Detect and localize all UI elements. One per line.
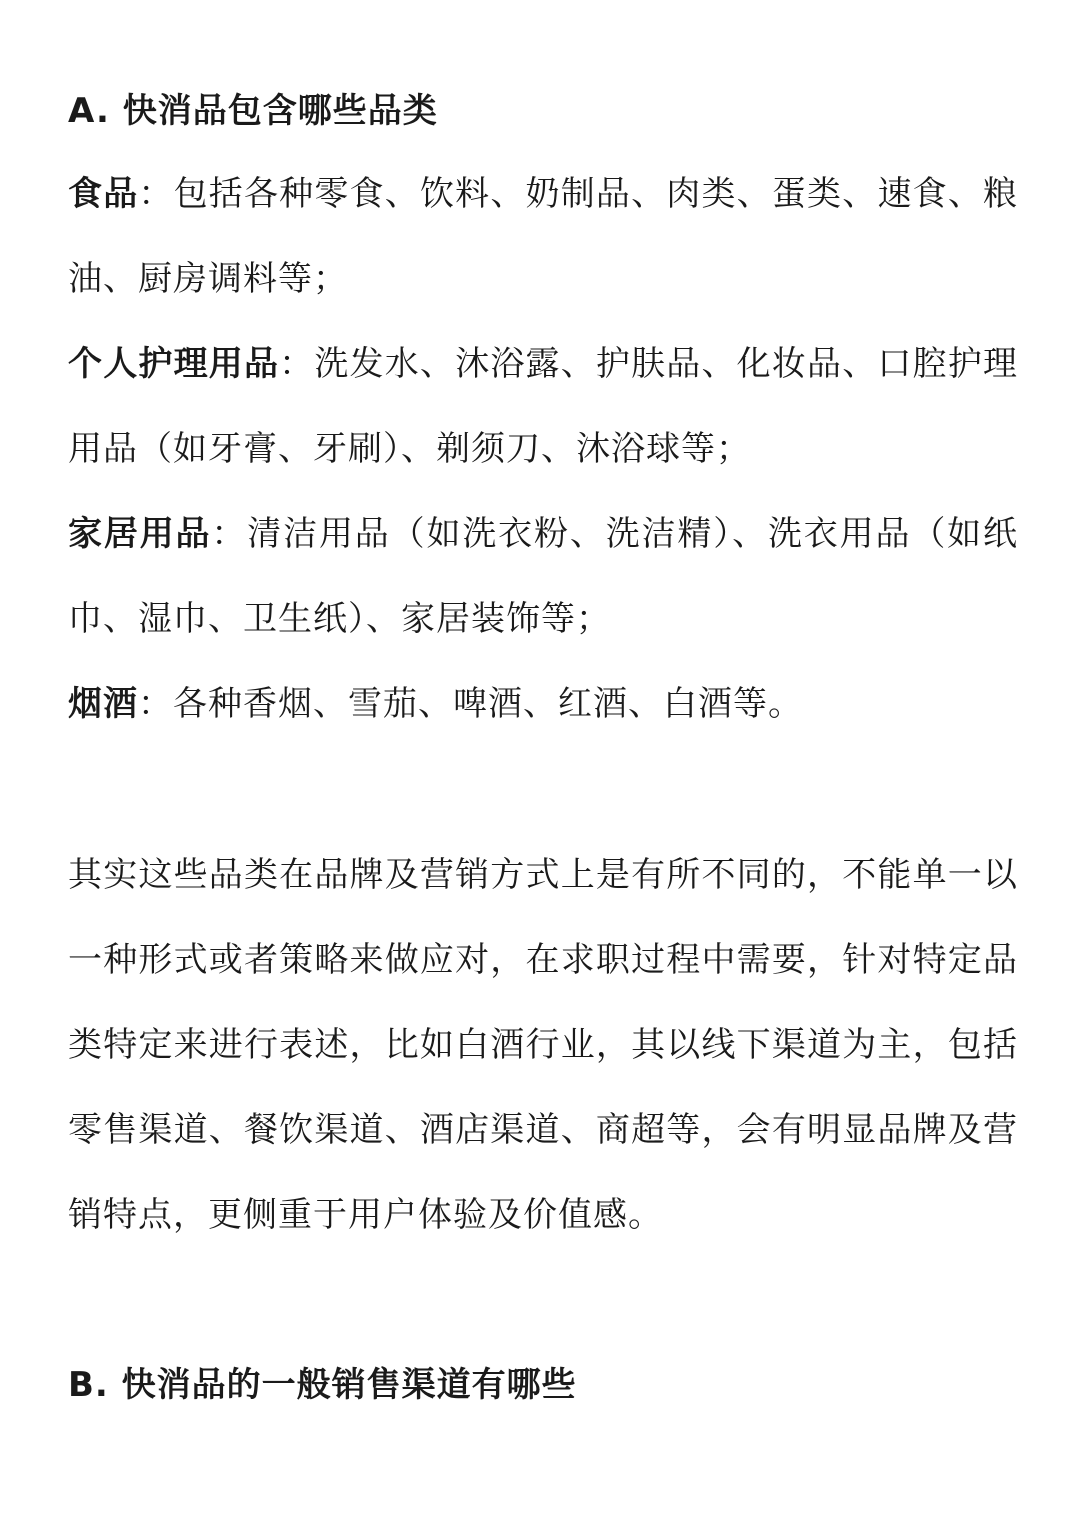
- category-tobacco-alcohol: [68, 662, 1018, 747]
- summary-paragraph: 其实这些品类在品牌及营销方式上是有所不同的，不能单一以一种形式或者策略来做应对，在求职过程中需要，针对特定品类特定来进行表述，比如白酒行业，其以线下渠道为主，包括零售渠道、餐饮渠道、酒店渠道、商超等，会有明显品牌及营销特点，更侧重于用户体验及价值感。: [68, 855, 1018, 1235]
- section-b-heading: B. 快消品的一般销售渠道有哪些: [68, 1365, 577, 1405]
- category-description: 包括各种零食、饮料、奶制品、肉类、蛋类、速食、粮油、厨房调料等；: [68, 174, 1019, 299]
- category-food: [68, 152, 1018, 322]
- category-description: 洗发水、沐浴露、护肤品、化妆品、口腔护理用品（如牙膏、牙刷）、剃须刀、沐浴球等；: [68, 344, 1019, 469]
- category-term: 家居用品: [68, 514, 212, 554]
- section-a-heading: A. 快消品包含哪些品类: [68, 91, 438, 131]
- category-term: 食品: [68, 174, 139, 214]
- category-description: 各种香烟、雪茄、啤酒、红酒、白酒等。: [173, 684, 803, 724]
- category-description: 清洁用品（如洗衣粉、洗洁精）、洗衣用品（如纸巾、湿巾、卫生纸）、家居装饰等；: [68, 514, 1019, 639]
- category-term: 个人护理用品: [68, 344, 280, 384]
- category-separator: ：: [138, 684, 173, 724]
- category-household: [68, 492, 1018, 662]
- category-term: 烟酒: [68, 684, 138, 724]
- category-separator: ：: [211, 514, 248, 554]
- category-separator: ：: [138, 174, 174, 214]
- category-personal-care: [68, 322, 1018, 492]
- category-separator: ：: [279, 344, 315, 384]
